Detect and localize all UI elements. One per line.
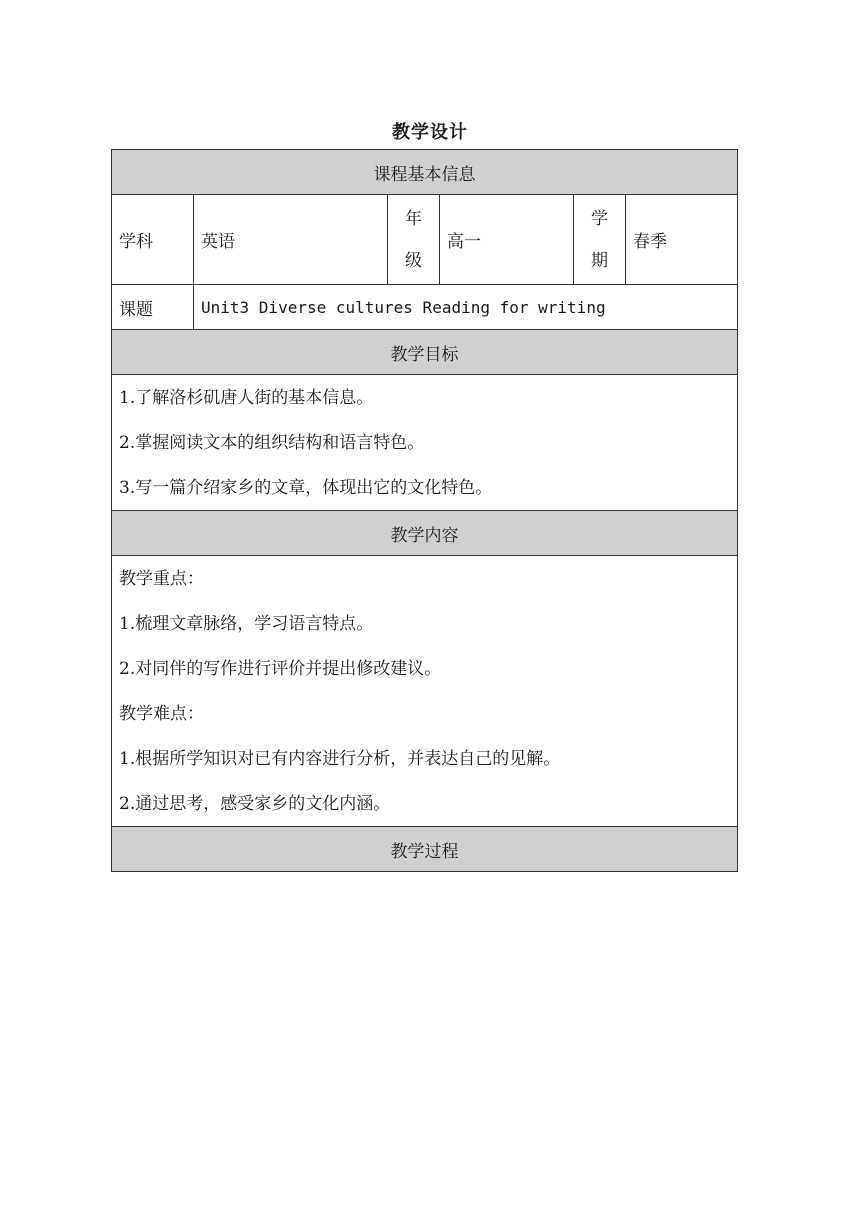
content-line: 2.通过思考，感受家乡的文化内涵。 (119, 794, 391, 814)
content-line: 2.对同伴的写作进行评价并提出修改建议。 (119, 659, 442, 679)
document-title: 教学设计 (392, 122, 468, 143)
section-header-basic-info: 课程基本信息 (112, 150, 738, 195)
goal-item: 1.了解洛杉矶唐人街的基本信息。 (119, 388, 374, 408)
goals-cell (112, 375, 738, 511)
section-header-process: 教学过程 (112, 827, 738, 872)
term-label-bottom: 期 (591, 250, 608, 271)
goal-item: 2.掌握阅读文本的组织结构和语言特色。 (119, 433, 425, 453)
content-cell (112, 556, 738, 827)
topic-label: 课题 (112, 285, 194, 330)
content-line: 教学难点： (119, 704, 204, 724)
grade-label-top: 年 (405, 208, 422, 229)
term-label-top: 学 (591, 208, 608, 229)
content-line: 教学重点： (119, 569, 204, 589)
section-header-content: 教学内容 (112, 511, 738, 556)
subject-value: 英语 (194, 195, 388, 285)
lesson-plan-table (111, 149, 738, 872)
goal-item: 3.写一篇介绍家乡的文章，体现出它的文化特色。 (119, 478, 493, 498)
term-value: 春季 (626, 195, 738, 285)
topic-value: Unit3 Diverse cultures Reading for writing (194, 285, 738, 330)
section-header-goals: 教学目标 (112, 330, 738, 375)
grade-label (388, 195, 440, 285)
content-line: 1.根据所学知识对已有内容进行分析，并表达自己的见解。 (119, 749, 561, 769)
subject-label: 学科 (112, 195, 194, 285)
term-label (574, 195, 626, 285)
grade-label-bottom: 级 (405, 250, 422, 271)
content-line: 1.梳理文章脉络，学习语言特点。 (119, 614, 374, 634)
grade-value: 高一 (440, 195, 574, 285)
